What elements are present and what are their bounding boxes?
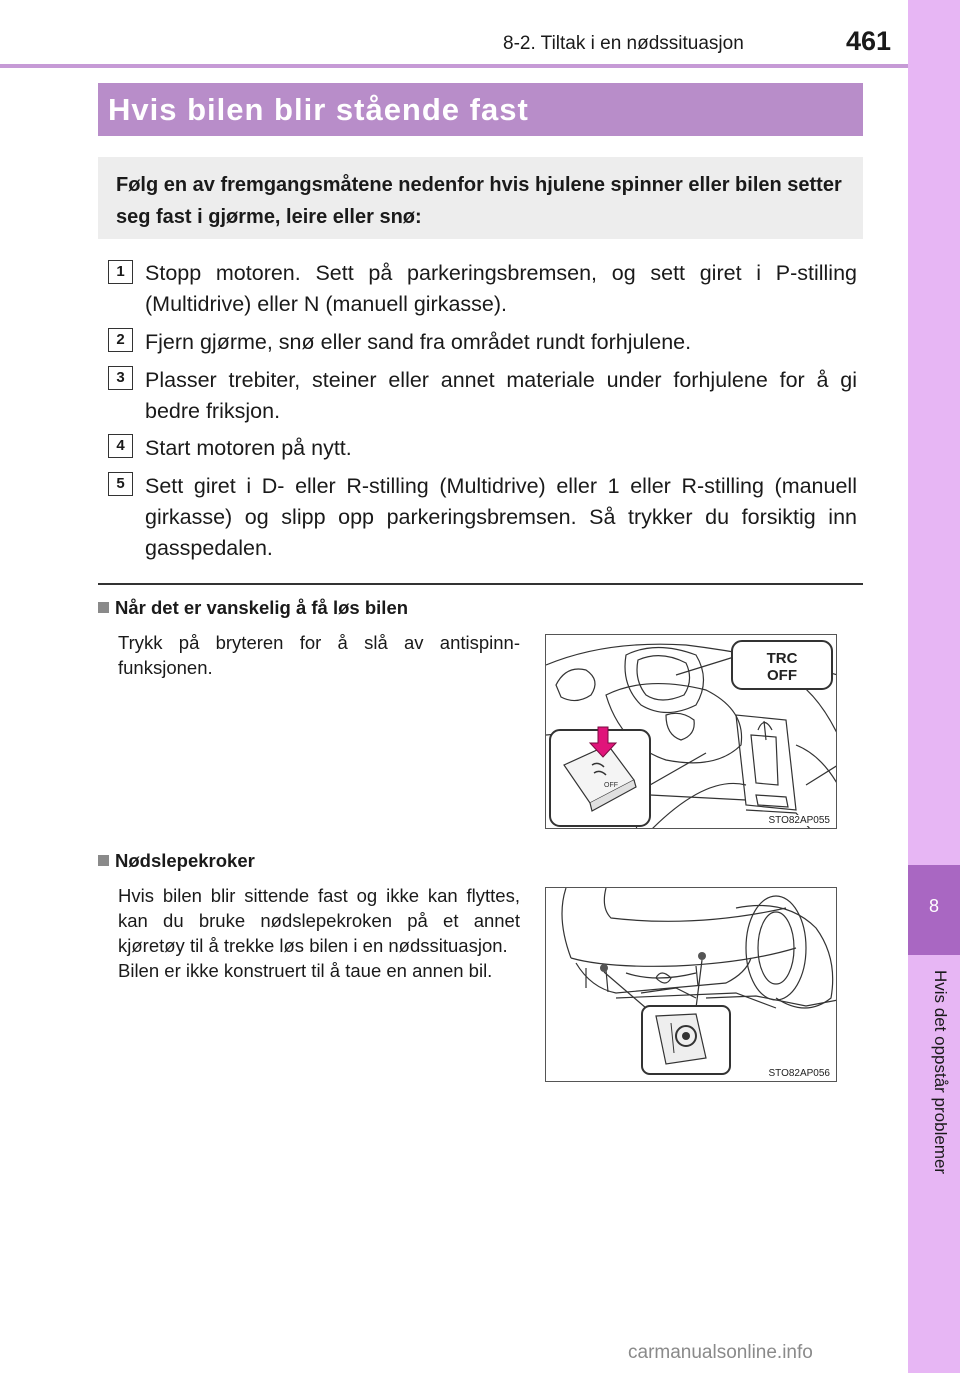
- section-header: 8-2. Tiltak i en nødssituasjon: [503, 33, 744, 54]
- page-title: Hvis bilen blir stående fast: [108, 92, 529, 127]
- side-tab-top: [908, 0, 960, 865]
- svg-text:OFF: OFF: [604, 782, 618, 789]
- sub-text-trc: Trykk på bryteren for å slå av antispinn-funksjonen.: [118, 632, 520, 678]
- page-number: 461: [846, 26, 892, 56]
- header-rule: [0, 64, 908, 68]
- trc-label-line2: OFF: [767, 667, 797, 684]
- illustration-code-1: STO82AP055: [768, 815, 830, 826]
- sub-heading-text: Når det er vanskelig å få løs bilen: [115, 597, 409, 618]
- illustration-code-2: STO82AP056: [768, 1068, 830, 1079]
- title-bar: [98, 83, 863, 136]
- step-text-5: Sett giret i D- eller R-stilling (Multidrive) eller 1 eller R-stilling (manuell girkasse) og slipp opp parkeringsbremsen. Så trykker du forsiktig inn gasspedalen.: [145, 474, 857, 560]
- step-text-1: Stopp motoren. Sett på parkeringsbremsen, og sett giret i P-stilling (Multidrive) eller N (manuell girkasse).: [145, 261, 857, 316]
- sub-heading-tow-hooks: [98, 850, 255, 872]
- tow-hooks-paragraph-2: Bilen er ikke konstruert til å taue en annen bil.: [118, 960, 493, 981]
- square-bullet-icon: [98, 602, 109, 613]
- step-number-5: 5: [108, 472, 133, 496]
- section-divider: [98, 583, 863, 585]
- step-text-4: Start motoren på nytt.: [145, 436, 352, 460]
- tow-hook-illustration: [545, 887, 837, 1082]
- tow-hooks-paragraph-1: Hvis bilen blir sittende fast og ikke kan flyttes, kan du bruke nødslepekroken på et annet kjøretøy til å trekke løs bilen i en nødssituasjon.: [118, 885, 520, 956]
- step-text-3: Plasser trebiter, steiner eller annet materiale under forhjulene for å gi bedre friksjon.: [145, 368, 857, 423]
- step-text-2: Fjern gjørme, snø eller sand fra området rundt forhjulene.: [145, 330, 692, 354]
- step-number-4: 4: [108, 434, 133, 458]
- dashboard-drawing: [546, 635, 837, 829]
- step-number-1: 1: [108, 260, 133, 284]
- intro-box: [98, 157, 863, 239]
- trc-switch-illustration: [545, 634, 837, 829]
- trc-label-line1: TRC: [766, 650, 798, 667]
- step-number-2: 2: [108, 328, 133, 352]
- step-number-3: 3: [108, 366, 133, 390]
- chapter-label: Hvis det oppstår problemer: [931, 970, 950, 1175]
- chapter-number: 8: [928, 896, 939, 916]
- watermark: carmanualsonline.info: [628, 1342, 813, 1363]
- intro-text: Følg en av fremgangsmåtene nedenfor hvis hjulene spinner eller bilen setter seg fast i gjørme, leire eller snø:: [116, 174, 842, 228]
- sub-heading-text: Nødslepekroker: [115, 850, 255, 871]
- sub-text-tow-hooks: [118, 883, 520, 983]
- underbody-drawing: [546, 888, 837, 1082]
- sub-heading-hard-to-free: [98, 597, 408, 619]
- square-bullet-icon: [98, 855, 109, 866]
